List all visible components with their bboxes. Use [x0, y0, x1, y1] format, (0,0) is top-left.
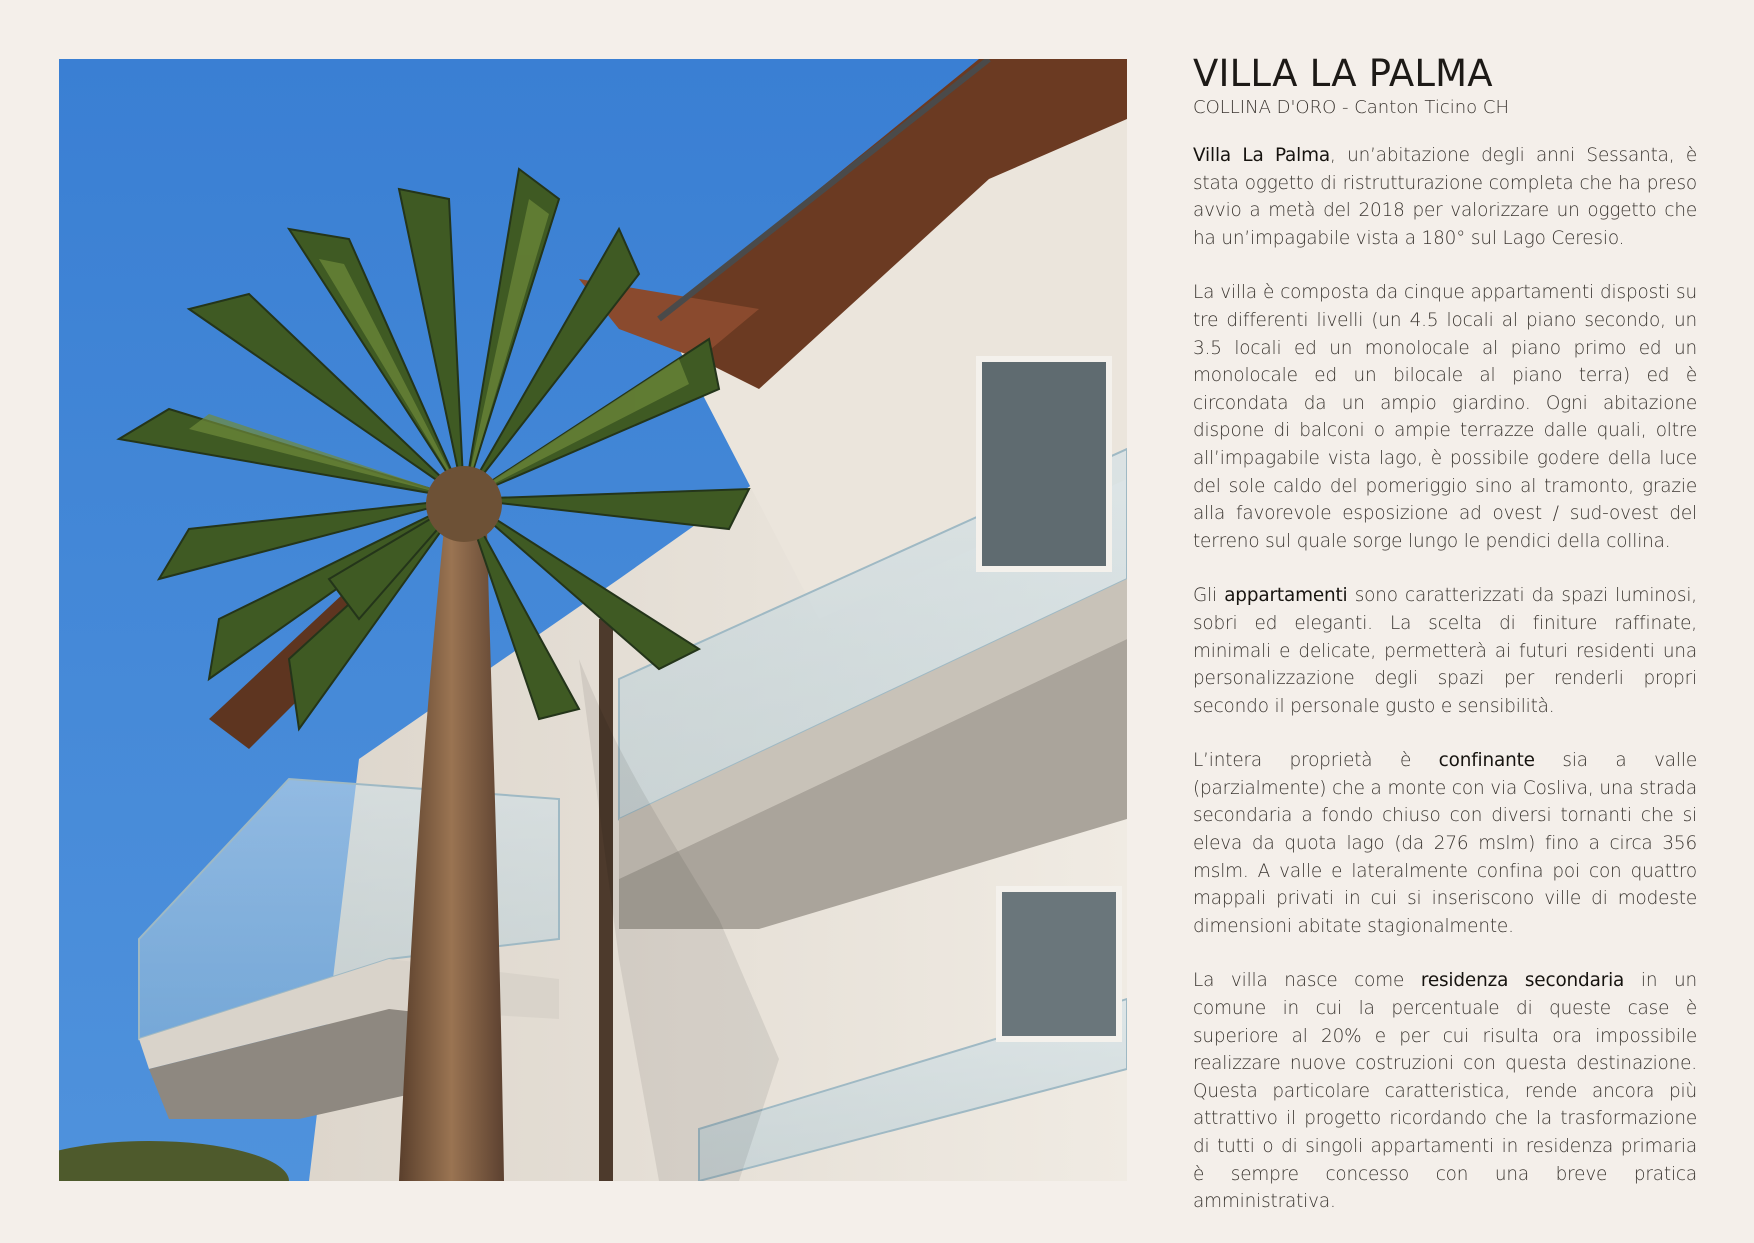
highlight-residenza-secondaria: residenza secondaria	[1420, 970, 1625, 992]
paragraph-boundaries-lead: L’intera proprietà è	[1193, 750, 1439, 772]
upper-window	[979, 359, 1109, 569]
paragraph-apartments	[1193, 582, 1697, 720]
paragraph-boundaries	[1193, 747, 1697, 940]
paragraph-intro-text: , un’abitazione degli anni Sessanta, è stata oggetto di ristrutturazione completa che ha preso avvio a metà del 2018 per valorizzare un oggetto che ha un’impagabile vista a 180° sul Lago Ceresio.	[1193, 145, 1698, 249]
paragraph-residence	[1193, 967, 1697, 1215]
paragraph-apartments-lead: Gli	[1193, 585, 1225, 607]
villa-photo-illustration	[59, 59, 1127, 1181]
highlight-villa-name: Villa La Palma	[1193, 145, 1331, 166]
highlight-confinante: confinante	[1438, 750, 1535, 772]
lower-window	[999, 889, 1119, 1039]
paragraph-intro	[1193, 142, 1697, 252]
text-column	[1193, 52, 1697, 1243]
palm-crown	[426, 466, 502, 542]
paragraph-composition-text: La villa è composta da cinque appartamenti disposti su tre differenti livelli (un 4.5 locali al piano secondo, un 3.5 locali ed un monolocale al piano primo ed un monolocale ed un bilocale al piano terra) ed è circondata da un ampio giardino. Ogni abitazione dispone di balconi o ampie terrazze dalle quali, oltre all’impagabile vista lago, è possibile godere della luce del sole caldo del pomeriggio sino al tramonto, grazie alla favorevole esposizione ad ovest / sud-ovest del terreno sul quale sorge lungo le pendici della collina.	[1193, 282, 1697, 552]
page-title: VILLA LA PALMA	[1193, 52, 1493, 95]
paragraph-residence-lead: La villa nasce come	[1193, 970, 1421, 992]
location-subtitle: COLLINA D'ORO - Canton Ticino CH	[1193, 97, 1509, 118]
downpipe	[599, 619, 613, 1181]
paragraph-residence-text: in un comune in cui la percentuale di queste case è superiore al 20% e per cui risulta ora impossibile realizzare nuove costruzioni con questa destinazione. Questa particolare caratteristica, rende ancora più attrattivo il progetto ricordando che la trasformazione di tutti o di singoli appartamenti in residenza primaria è sempre concesso con una breve pratica amministrativa.	[1193, 970, 1698, 1213]
paragraph-boundaries-text: sia a valle (parzialmente) che a monte con via Cosliva, una strada secondaria a fondo chiuso con diversi tornanti che si eleva da quota lago (da 276 mslm) fino a circa 356 mslm. A valle e lateralmente confina poi con quattro mappali privati in cui si inseriscono ville di modeste dimensioni abitate stagionalmente.	[1193, 750, 1698, 937]
paragraph-composition	[1193, 279, 1697, 555]
villa-photo	[59, 59, 1127, 1181]
highlight-appartamenti: appartamenti	[1224, 585, 1348, 607]
paragraph-apartments-text: sono caratterizzati da spazi luminosi, sobri ed eleganti. La scelta di finiture raffinate, minimali e delicate, permetterà ai futuri residenti una personalizzazione degli spazi per renderli propri secondo il personale gusto e sensibilità.	[1193, 585, 1697, 717]
